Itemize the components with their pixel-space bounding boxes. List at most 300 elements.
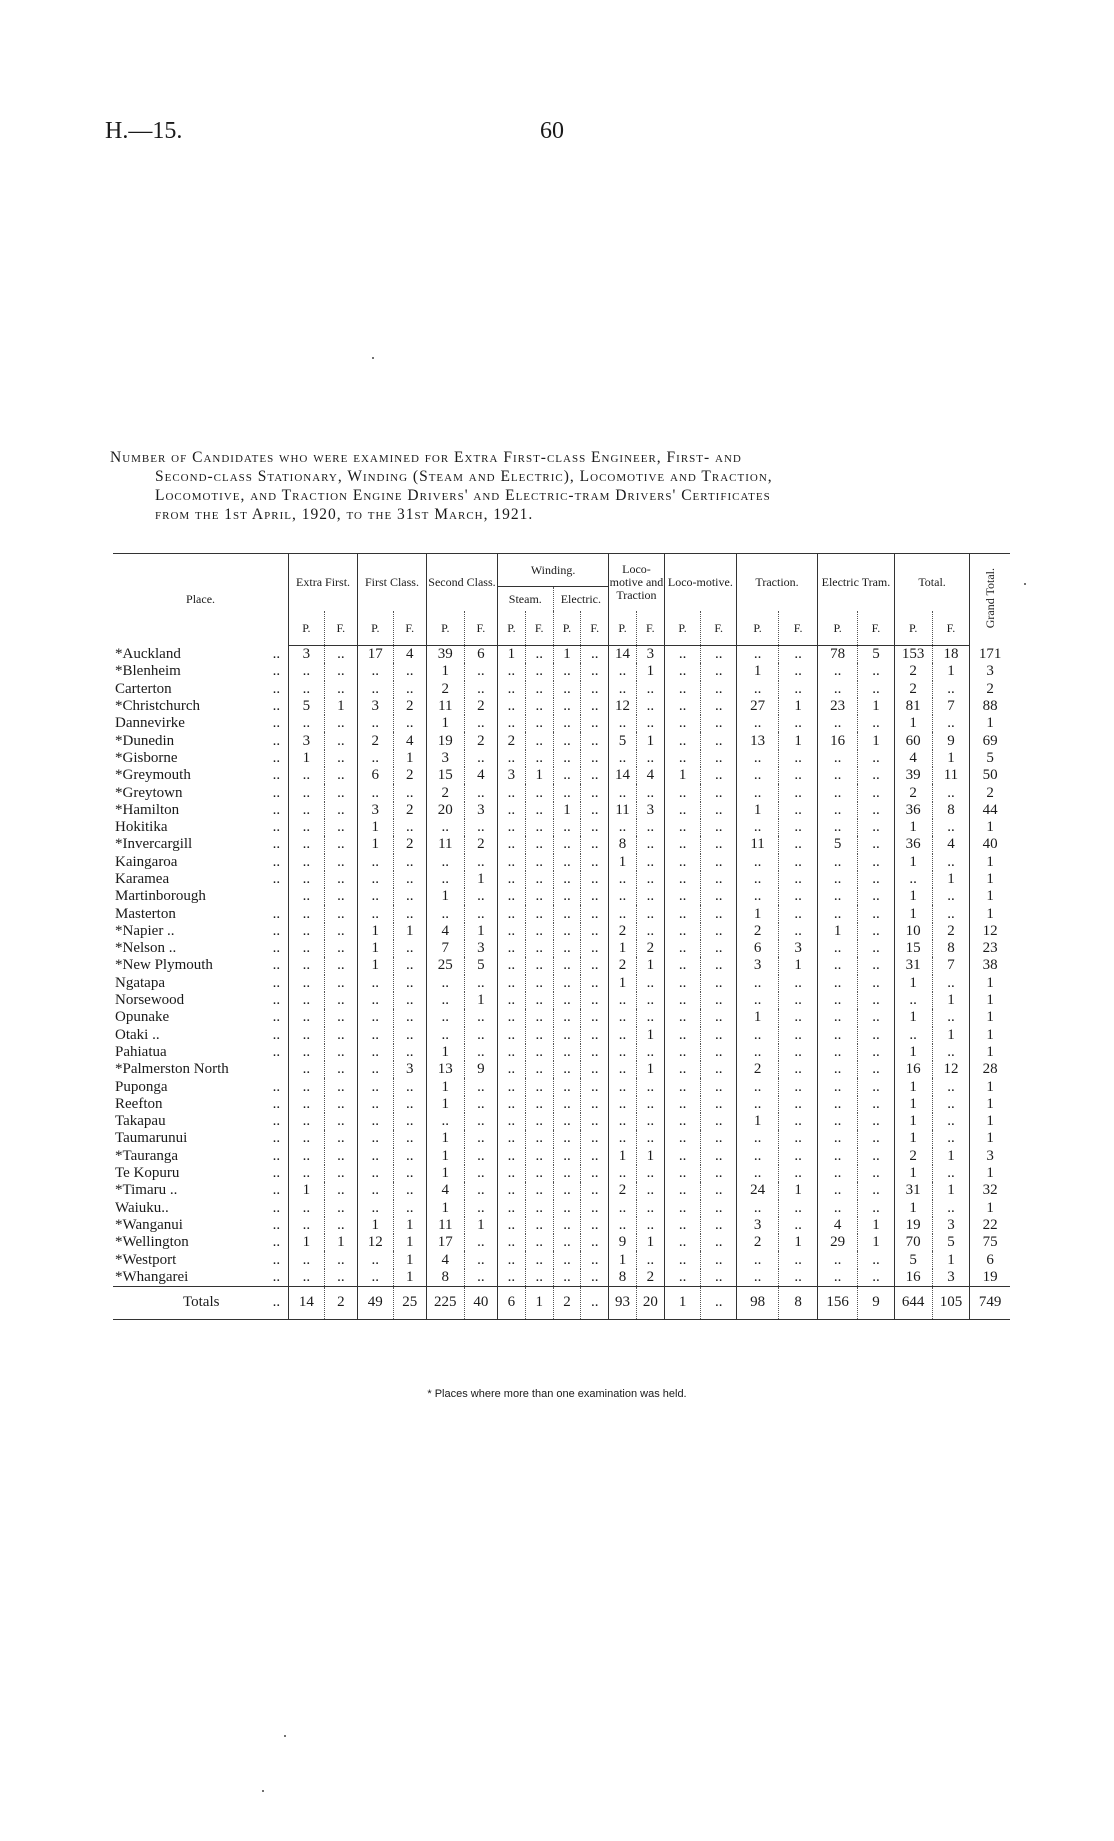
- count-cell: ..: [581, 750, 609, 767]
- count-cell: ..: [289, 940, 325, 957]
- grand-total-cell: 28: [970, 1061, 1010, 1078]
- count-cell: ..: [932, 888, 970, 905]
- count-cell: ..: [636, 1044, 664, 1061]
- count-cell: ..: [736, 1078, 778, 1095]
- count-cell: 156: [818, 1286, 858, 1319]
- count-cell: ..: [581, 923, 609, 940]
- count-cell: ..: [525, 975, 553, 992]
- count-cell: ..: [525, 1234, 553, 1251]
- count-cell: ..: [289, 1251, 325, 1268]
- count-cell: ..: [609, 663, 637, 680]
- count-cell: ..: [609, 905, 637, 922]
- count-cell: ..: [553, 992, 581, 1009]
- count-cell: ..: [701, 854, 737, 871]
- count-cell: 1: [779, 1182, 818, 1199]
- count-cell: 1: [393, 923, 426, 940]
- count-cell: ..: [664, 1165, 701, 1182]
- count-cell: ..: [664, 1182, 701, 1199]
- count-cell: ..: [609, 1113, 637, 1130]
- place-name: [113, 1165, 289, 1182]
- grand-total-cell: 3: [970, 663, 1010, 680]
- grand-total-cell: 38: [970, 957, 1010, 974]
- count-cell: ..: [609, 1044, 637, 1061]
- leader-dots: ..: [272, 1147, 281, 1164]
- count-cell: 9: [464, 1061, 497, 1078]
- count-cell: 31: [894, 1182, 932, 1199]
- count-cell: ..: [701, 784, 737, 801]
- count-cell: ..: [636, 681, 664, 698]
- count-cell: 25: [426, 957, 464, 974]
- count-cell: 16: [894, 1269, 932, 1287]
- count-cell: ..: [701, 1234, 737, 1251]
- count-cell: ..: [779, 767, 818, 784]
- count-cell: ..: [553, 1044, 581, 1061]
- count-cell: ..: [324, 732, 357, 749]
- count-cell: ..: [609, 1096, 637, 1113]
- count-cell: ..: [426, 975, 464, 992]
- page-number: 60: [540, 118, 564, 144]
- count-cell: 3: [464, 802, 497, 819]
- count-cell: ..: [858, 1113, 895, 1130]
- table-row: [113, 975, 1010, 992]
- count-cell: 1: [636, 957, 664, 974]
- count-cell: 11: [426, 836, 464, 853]
- count-cell: ..: [426, 1027, 464, 1044]
- count-cell: ..: [609, 1061, 637, 1078]
- count-cell: 4: [393, 646, 426, 664]
- f-header: F.: [581, 611, 609, 646]
- count-cell: ..: [553, 905, 581, 922]
- count-cell: 1: [636, 1061, 664, 1078]
- table-row: [113, 1200, 1010, 1217]
- count-cell: 2: [894, 784, 932, 801]
- count-cell: ..: [701, 1286, 737, 1319]
- extra-first-header: Extra First.: [289, 554, 358, 612]
- count-cell: 2: [636, 940, 664, 957]
- count-cell: 20: [636, 1286, 664, 1319]
- count-cell: ..: [581, 784, 609, 801]
- count-cell: 1: [894, 819, 932, 836]
- grand-total-cell: 1: [970, 819, 1010, 836]
- count-cell: 1: [289, 1234, 325, 1251]
- count-cell: ..: [779, 1200, 818, 1217]
- count-cell: ..: [664, 871, 701, 888]
- count-cell: 1: [357, 836, 393, 853]
- count-cell: ..: [464, 1009, 497, 1026]
- count-cell: ..: [525, 1148, 553, 1165]
- electric-header: Electric.: [553, 587, 609, 612]
- count-cell: ..: [581, 836, 609, 853]
- place-name: [113, 1269, 289, 1287]
- leader-dots: ..: [272, 1251, 281, 1268]
- count-cell: 1: [894, 975, 932, 992]
- count-cell: ..: [393, 1078, 426, 1095]
- count-cell: ..: [818, 1061, 858, 1078]
- count-cell: ..: [324, 819, 357, 836]
- count-cell: ..: [498, 836, 526, 853]
- count-cell: ..: [464, 975, 497, 992]
- count-cell: ..: [932, 905, 970, 922]
- count-cell: ..: [553, 1078, 581, 1095]
- count-cell: ..: [932, 854, 970, 871]
- count-cell: 1: [818, 923, 858, 940]
- count-cell: ..: [464, 750, 497, 767]
- count-cell: ..: [818, 663, 858, 680]
- count-cell: 40: [464, 1286, 497, 1319]
- count-cell: ..: [664, 784, 701, 801]
- leader-dots: ..: [272, 749, 281, 766]
- count-cell: 2: [357, 732, 393, 749]
- count-cell: 29: [818, 1234, 858, 1251]
- count-cell: 1: [858, 1217, 895, 1234]
- count-cell: ..: [701, 1113, 737, 1130]
- leader-dots: ..: [272, 957, 281, 974]
- count-cell: ..: [701, 1148, 737, 1165]
- count-cell: ..: [393, 1027, 426, 1044]
- count-cell: ..: [736, 975, 778, 992]
- count-cell: ..: [609, 1078, 637, 1095]
- count-cell: ..: [736, 1269, 778, 1287]
- count-cell: 16: [818, 732, 858, 749]
- grand-total-cell: 88: [970, 698, 1010, 715]
- count-cell: 1: [426, 1078, 464, 1095]
- place-text: Puponga: [115, 1078, 168, 1095]
- count-cell: ..: [818, 767, 858, 784]
- count-cell: 3: [393, 1061, 426, 1078]
- table-row: [113, 836, 1010, 853]
- count-cell: ..: [498, 1200, 526, 1217]
- count-cell: 1: [357, 957, 393, 974]
- count-cell: ..: [357, 871, 393, 888]
- count-cell: ..: [858, 975, 895, 992]
- count-cell: ..: [324, 1096, 357, 1113]
- document-reference: H.—15.: [105, 118, 183, 144]
- count-cell: ..: [664, 1096, 701, 1113]
- count-cell: ..: [581, 1113, 609, 1130]
- count-cell: 3: [464, 940, 497, 957]
- count-cell: 1: [426, 1130, 464, 1147]
- count-cell: ..: [553, 836, 581, 853]
- count-cell: ..: [636, 871, 664, 888]
- count-cell: ..: [553, 1113, 581, 1130]
- table-row: [113, 871, 1010, 888]
- count-cell: 1: [609, 854, 637, 871]
- count-cell: ..: [636, 1182, 664, 1199]
- count-cell: 39: [426, 646, 464, 664]
- count-cell: ..: [818, 715, 858, 732]
- count-cell: ..: [609, 992, 637, 1009]
- count-cell: ..: [779, 819, 818, 836]
- count-cell: 7: [932, 698, 970, 715]
- count-cell: 20: [426, 802, 464, 819]
- f-header: F.: [779, 611, 818, 646]
- count-cell: ..: [498, 871, 526, 888]
- count-cell: ..: [464, 1200, 497, 1217]
- count-cell: ..: [636, 836, 664, 853]
- count-cell: 1: [553, 802, 581, 819]
- count-cell: ..: [818, 957, 858, 974]
- leader-dots: ..: [272, 1009, 281, 1026]
- count-cell: ..: [464, 1251, 497, 1268]
- table-row: [113, 992, 1010, 1009]
- leader-dots: ..: [272, 1165, 281, 1182]
- place-text: Takapau: [115, 1113, 166, 1130]
- count-cell: ..: [858, 1078, 895, 1095]
- count-cell: ..: [736, 1096, 778, 1113]
- count-cell: ..: [289, 1096, 325, 1113]
- count-cell: ..: [289, 1148, 325, 1165]
- count-cell: ..: [525, 1217, 553, 1234]
- speck: [262, 1790, 264, 1792]
- grand-total-cell: 1: [970, 1200, 1010, 1217]
- place-name: [113, 646, 289, 664]
- count-cell: ..: [324, 1251, 357, 1268]
- totals-label: [113, 1286, 289, 1319]
- count-cell: 36: [894, 836, 932, 853]
- place-text: Totals: [183, 1294, 220, 1311]
- winding-header: Winding.: [498, 554, 609, 587]
- count-cell: ..: [636, 750, 664, 767]
- place-name: [113, 1148, 289, 1165]
- count-cell: 1: [779, 957, 818, 974]
- count-cell: ..: [426, 1009, 464, 1026]
- table-row: [113, 854, 1010, 871]
- count-cell: ..: [498, 681, 526, 698]
- count-cell: ..: [357, 1096, 393, 1113]
- grand-total-cell: 1: [970, 715, 1010, 732]
- count-cell: ..: [324, 663, 357, 680]
- count-cell: ..: [932, 1009, 970, 1026]
- count-cell: ..: [858, 1044, 895, 1061]
- count-cell: 1: [636, 1027, 664, 1044]
- count-cell: ..: [858, 1061, 895, 1078]
- count-cell: ..: [779, 1130, 818, 1147]
- count-cell: ..: [525, 1182, 553, 1199]
- count-cell: ..: [525, 854, 553, 871]
- count-cell: ..: [818, 1009, 858, 1026]
- count-cell: 3: [736, 1217, 778, 1234]
- leader-dots: ..: [272, 1182, 281, 1199]
- count-cell: 1: [525, 767, 553, 784]
- count-cell: ..: [289, 681, 325, 698]
- count-cell: ..: [818, 1269, 858, 1287]
- count-cell: ..: [779, 1217, 818, 1234]
- count-cell: ..: [581, 957, 609, 974]
- count-cell: ..: [779, 923, 818, 940]
- count-cell: 1: [426, 1096, 464, 1113]
- count-cell: ..: [393, 854, 426, 871]
- count-cell: 1: [636, 663, 664, 680]
- count-cell: ..: [894, 992, 932, 1009]
- count-cell: ..: [701, 923, 737, 940]
- count-cell: ..: [818, 1027, 858, 1044]
- count-cell: ..: [858, 1148, 895, 1165]
- count-cell: ..: [525, 871, 553, 888]
- count-cell: ..: [289, 1165, 325, 1182]
- grand-total-cell: 22: [970, 1217, 1010, 1234]
- count-cell: ..: [498, 819, 526, 836]
- count-cell: 225: [426, 1286, 464, 1319]
- count-cell: ..: [581, 940, 609, 957]
- count-cell: ..: [609, 1217, 637, 1234]
- count-cell: ..: [736, 750, 778, 767]
- count-cell: ..: [779, 681, 818, 698]
- count-cell: ..: [498, 784, 526, 801]
- count-cell: ..: [393, 992, 426, 1009]
- count-cell: 14: [609, 767, 637, 784]
- locomotive-header: Loco-motive.: [664, 554, 736, 612]
- grand-total-cell: 75: [970, 1234, 1010, 1251]
- count-cell: ..: [818, 975, 858, 992]
- count-cell: ..: [701, 836, 737, 853]
- count-cell: ..: [498, 957, 526, 974]
- count-cell: ..: [357, 1130, 393, 1147]
- title-line-3: Locomotive, and Traction Engine Drivers' and Electric-tram Drivers' Certificates: [155, 487, 771, 504]
- place-text: Waiuku..: [115, 1199, 169, 1216]
- table-row: [113, 1165, 1010, 1182]
- count-cell: ..: [498, 1182, 526, 1199]
- count-cell: ..: [636, 784, 664, 801]
- count-cell: ..: [498, 975, 526, 992]
- count-cell: ..: [818, 1200, 858, 1217]
- count-cell: 1: [464, 992, 497, 1009]
- count-cell: ..: [701, 1217, 737, 1234]
- count-cell: ..: [779, 663, 818, 680]
- table-row: [113, 888, 1010, 905]
- count-cell: ..: [664, 1009, 701, 1026]
- place-name: [113, 750, 289, 767]
- table-row: [113, 1096, 1010, 1113]
- place-text: Reefton: [115, 1095, 163, 1112]
- count-cell: 3: [636, 802, 664, 819]
- count-cell: ..: [324, 1078, 357, 1095]
- count-cell: ..: [581, 819, 609, 836]
- count-cell: ..: [357, 992, 393, 1009]
- count-cell: ..: [736, 681, 778, 698]
- count-cell: 3: [289, 646, 325, 664]
- count-cell: ..: [818, 784, 858, 801]
- table-row: [113, 923, 1010, 940]
- count-cell: ..: [636, 905, 664, 922]
- count-cell: 1: [932, 1148, 970, 1165]
- leader-dots: ..: [272, 1234, 281, 1251]
- count-cell: ..: [357, 1061, 393, 1078]
- count-cell: ..: [664, 1061, 701, 1078]
- candidates-table: [113, 553, 1010, 1320]
- count-cell: 1: [932, 1027, 970, 1044]
- count-cell: ..: [393, 819, 426, 836]
- count-cell: ..: [858, 1130, 895, 1147]
- count-cell: 11: [609, 802, 637, 819]
- count-cell: ..: [664, 992, 701, 1009]
- table-row: [113, 698, 1010, 715]
- p-header: P.: [357, 611, 393, 646]
- speck: [372, 357, 374, 359]
- count-cell: ..: [609, 715, 637, 732]
- count-cell: ..: [779, 1061, 818, 1078]
- count-cell: ..: [581, 767, 609, 784]
- count-cell: ..: [664, 836, 701, 853]
- place-name: [113, 1113, 289, 1130]
- count-cell: 2: [609, 923, 637, 940]
- count-cell: 1: [525, 1286, 553, 1319]
- count-cell: ..: [357, 1269, 393, 1287]
- count-cell: ..: [818, 1251, 858, 1268]
- count-cell: ..: [324, 767, 357, 784]
- count-cell: ..: [664, 1234, 701, 1251]
- count-cell: ..: [289, 854, 325, 871]
- table-row: [113, 732, 1010, 749]
- count-cell: 4: [818, 1217, 858, 1234]
- count-cell: 1: [894, 1096, 932, 1113]
- place-name: [113, 819, 289, 836]
- place-name: [113, 681, 289, 698]
- p-header: P.: [426, 611, 464, 646]
- count-cell: ..: [464, 1113, 497, 1130]
- count-cell: 1: [932, 992, 970, 1009]
- count-cell: ..: [779, 992, 818, 1009]
- count-cell: ..: [357, 1200, 393, 1217]
- place-name: [113, 1096, 289, 1113]
- count-cell: 1: [779, 1234, 818, 1251]
- count-cell: ..: [932, 1200, 970, 1217]
- count-cell: ..: [664, 1217, 701, 1234]
- count-cell: ..: [581, 1182, 609, 1199]
- traction-header: Traction.: [736, 554, 817, 612]
- count-cell: ..: [464, 819, 497, 836]
- count-cell: ..: [553, 715, 581, 732]
- count-cell: ..: [525, 784, 553, 801]
- count-cell: ..: [393, 1009, 426, 1026]
- place-name: [113, 1027, 289, 1044]
- count-cell: 1: [932, 750, 970, 767]
- grand-total-cell: 1: [970, 854, 1010, 871]
- count-cell: ..: [818, 905, 858, 922]
- count-cell: ..: [818, 1148, 858, 1165]
- count-cell: 3: [736, 957, 778, 974]
- count-cell: ..: [324, 1130, 357, 1147]
- count-cell: ..: [464, 854, 497, 871]
- count-cell: ..: [498, 1251, 526, 1268]
- count-cell: 2: [736, 923, 778, 940]
- count-cell: ..: [858, 1182, 895, 1199]
- count-cell: ..: [393, 957, 426, 974]
- count-cell: 6: [736, 940, 778, 957]
- count-cell: ..: [858, 1269, 895, 1287]
- place-name: [113, 992, 289, 1009]
- count-cell: 8: [426, 1269, 464, 1287]
- count-cell: ..: [581, 1200, 609, 1217]
- place-text: *New Plymouth: [115, 957, 213, 974]
- count-cell: ..: [858, 750, 895, 767]
- count-cell: ..: [553, 698, 581, 715]
- count-cell: ..: [636, 819, 664, 836]
- place-name: [113, 698, 289, 715]
- count-cell: ..: [525, 1165, 553, 1182]
- count-cell: ..: [701, 1165, 737, 1182]
- table-row: [113, 1251, 1010, 1268]
- place-name: [113, 802, 289, 819]
- count-cell: ..: [464, 1078, 497, 1095]
- count-cell: 1: [736, 663, 778, 680]
- count-cell: ..: [553, 1130, 581, 1147]
- count-cell: 1: [636, 1234, 664, 1251]
- count-cell: ..: [525, 646, 553, 664]
- count-cell: ..: [324, 992, 357, 1009]
- count-cell: ..: [553, 1061, 581, 1078]
- count-cell: ..: [324, 871, 357, 888]
- count-cell: 4: [393, 732, 426, 749]
